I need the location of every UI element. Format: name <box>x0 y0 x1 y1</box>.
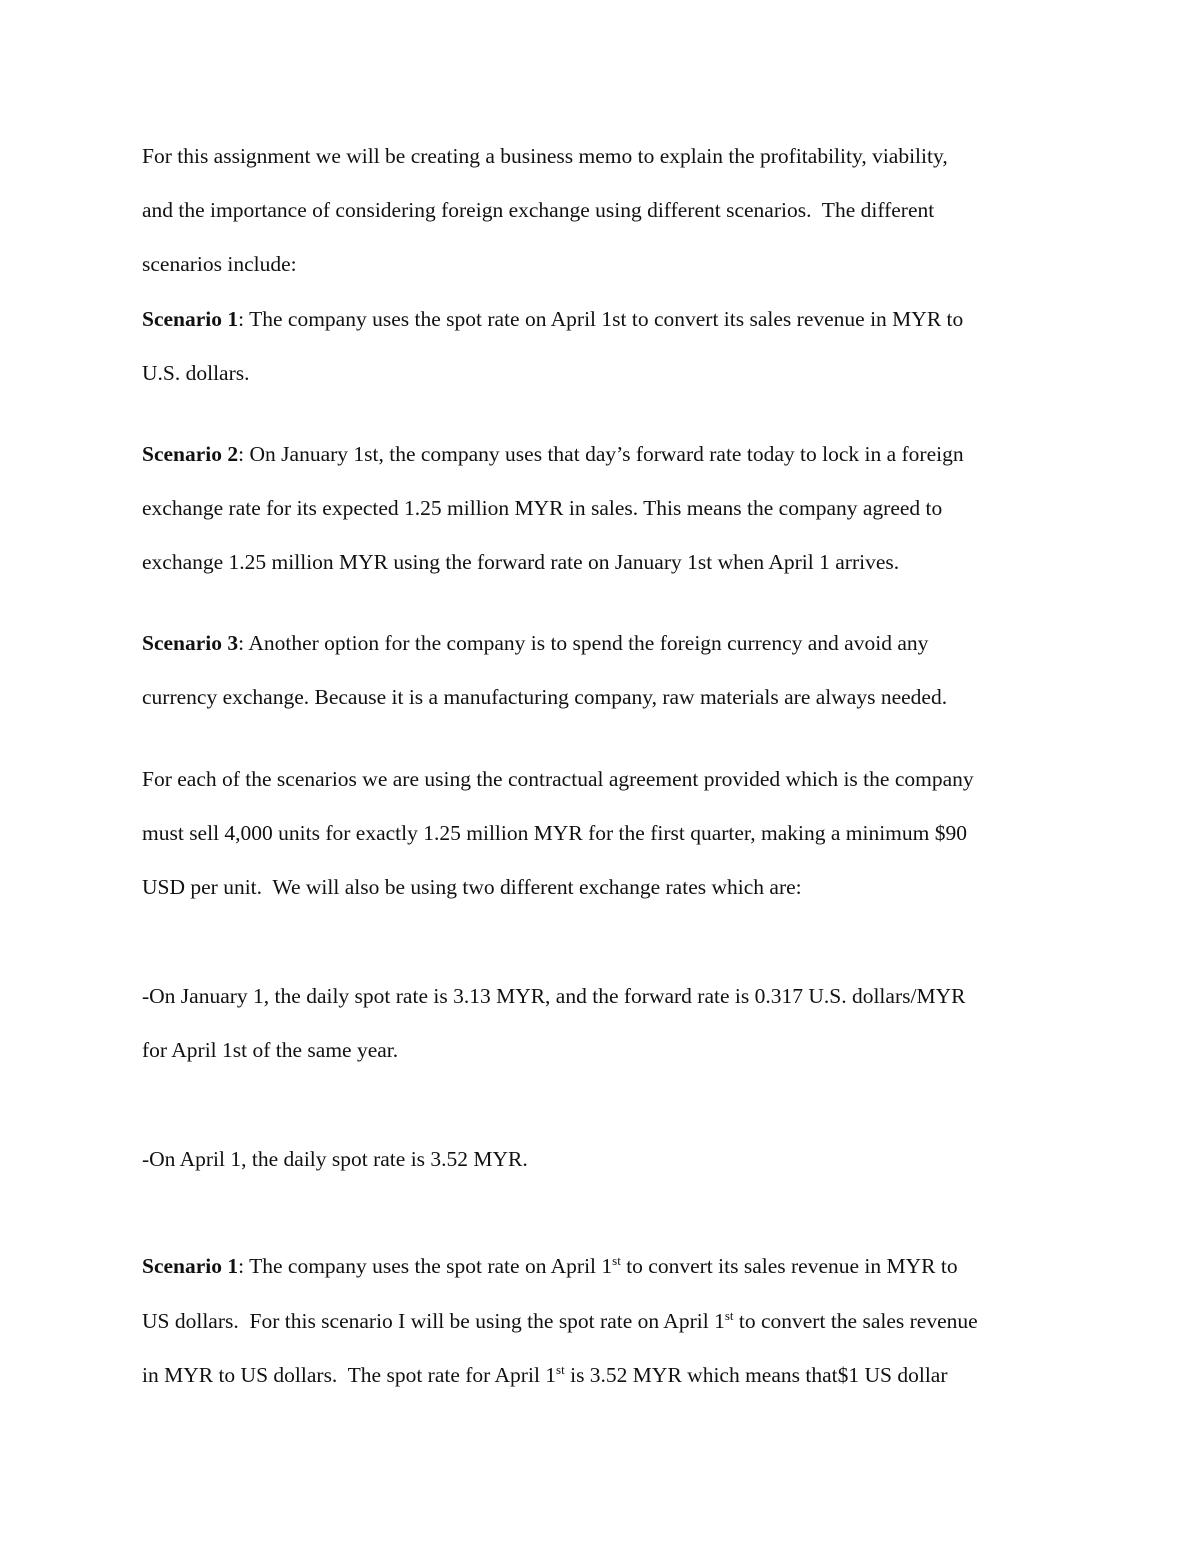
scenario1-line-2: U.S. dollars. <box>142 361 250 385</box>
scenario1-detail-line3-b: is 3.52 MYR which means that$1 US dollar <box>564 1363 948 1387</box>
contract-line-3: USD per unit. We will also be using two different exchange rates which are: <box>142 875 802 899</box>
scenario3-text: : Another option for the company is to spend the foreign currency and avoid any <box>238 631 929 655</box>
intro-line-2: and the importance of considering foreign exchange using different scenarios. The different <box>142 198 935 222</box>
ordinal-suffix: st <box>724 1308 734 1323</box>
scenario1-detail-line-1 <box>142 1253 958 1278</box>
scenario1-text: : The company uses the spot rate on April 1st to convert its sales revenue in MYR to <box>238 307 964 331</box>
scenario1-detail-line2-b: to convert the sales revenue <box>733 1309 978 1333</box>
contract-line-2: must sell 4,000 units for exactly 1.25 million MYR for the first quarter, making a minimum $90 <box>142 821 967 845</box>
scenario3-line-2: currency exchange. Because it is a manufacturing company, raw materials are always needed. <box>142 685 948 709</box>
scenario1-detail-text-b: to convert its sales revenue in MYR to <box>620 1254 958 1278</box>
rate-january-line-1: -On January 1, the daily spot rate is 3.13 MYR, and the forward rate is 0.317 U.S. dollars/MYR <box>142 984 966 1008</box>
scenario2-line-2: exchange rate for its expected 1.25 million MYR in sales. This means the company agreed to <box>142 496 943 520</box>
scenario2-line-1 <box>142 444 964 466</box>
rate-april-line-1: -On April 1, the daily spot rate is 3.52 MYR. <box>142 1147 528 1171</box>
scenario1-detail-line-2 <box>142 1308 978 1333</box>
ordinal-suffix: st <box>612 1253 621 1268</box>
scenario1-label: Scenario 1 <box>142 307 239 331</box>
scenario2-label: Scenario 2 <box>142 442 239 466</box>
scenario1-detail-label: Scenario 1 <box>142 1254 239 1278</box>
scenario3-label: Scenario 3 <box>142 631 239 655</box>
intro-line-1: For this assignment we will be creating a business memo to explain the profitability, viability, <box>142 144 948 168</box>
scenario1-detail-line-3 <box>142 1362 948 1387</box>
ordinal-suffix: st <box>556 1362 565 1377</box>
scenario1-detail-line3-a: in MYR to US dollars. The spot rate for April 1 <box>142 1363 557 1387</box>
contract-line-1: For each of the scenarios we are using the contractual agreement provided which is the company <box>142 767 974 791</box>
scenario1-detail-text-a: : The company uses the spot rate on April 1 <box>238 1254 613 1278</box>
scenario2-text: : On January 1st, the company uses that day’s forward rate today to lock in a foreign <box>238 442 964 466</box>
intro-line-3: scenarios include: <box>142 252 297 276</box>
scenario3-line-1 <box>142 633 928 655</box>
scenario1-detail-line2-a: US dollars. For this scenario I will be using the spot rate on April 1 <box>142 1309 725 1333</box>
scenario1-line-1 <box>142 309 963 331</box>
rate-january-line-2: for April 1st of the same year. <box>142 1038 399 1062</box>
scenario2-line-3: exchange 1.25 million MYR using the forward rate on January 1st when April 1 arrives. <box>142 550 900 574</box>
